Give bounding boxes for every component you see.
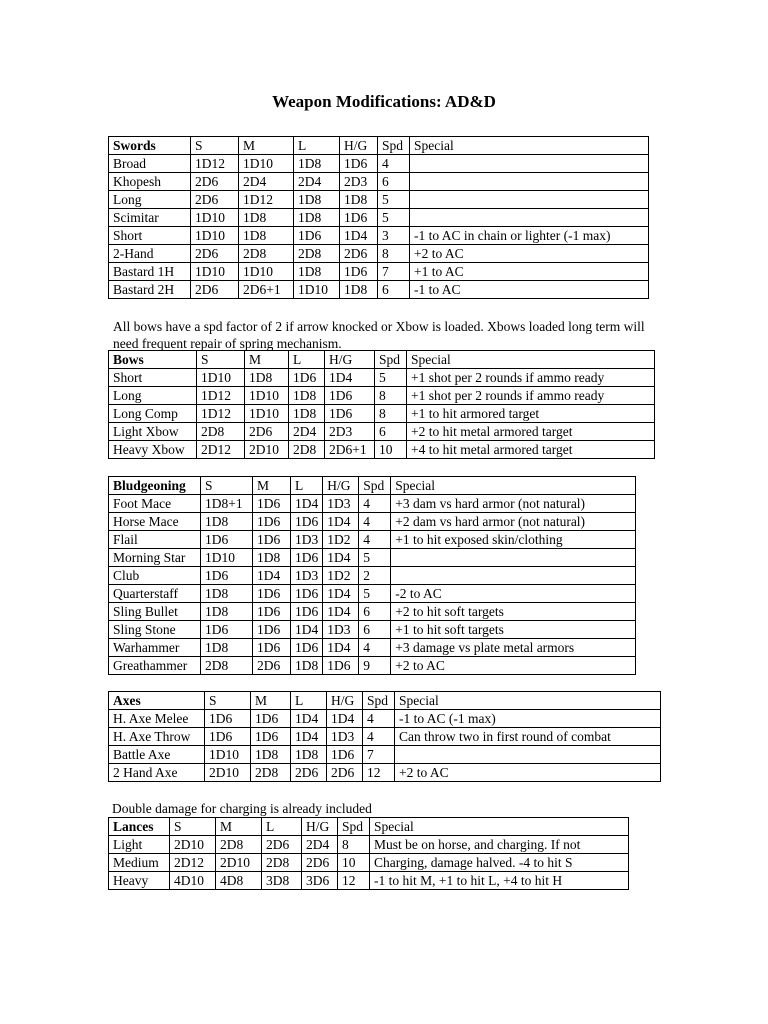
table-cell: 1D12 [197,405,245,423]
table-cell: 1D8 [294,263,340,281]
table-cell: 1D10 [245,387,289,405]
column-header: H/G [302,818,338,836]
table-cell: 1D8 [289,387,325,405]
table-cell: +2 to AC [395,764,661,782]
table-row [109,369,655,387]
column-header: L [291,477,323,495]
column-header: Special [391,477,636,495]
table-cell: 2D6 [191,191,239,209]
table-cell: 1D4 [323,513,359,531]
column-header: S [170,818,216,836]
table-cell: 1D4 [323,585,359,603]
table-cell: 1D3 [327,728,363,746]
table-cell: 1D10 [294,281,340,299]
column-header: S [197,351,245,369]
column-header: H/G [340,137,378,155]
weapon-name-cell: Scimitar [109,209,191,227]
table-cell: 4D8 [216,872,262,890]
table-cell: +1 shot per 2 rounds if ammo ready [407,369,655,387]
table-cell: +2 to hit soft targets [391,603,636,621]
table-cell: 8 [378,245,410,263]
table-cell: 1D10 [205,746,251,764]
table-row [109,567,636,585]
column-header: L [262,818,302,836]
table-row [109,746,661,764]
table-cell: 2D8 [289,441,325,459]
table-cell: 1D10 [239,155,294,173]
table-cell: 4 [359,531,391,549]
table-cell: +1 to hit armored target [407,405,655,423]
table-cell: 1D8 [291,746,327,764]
table-cell: +2 to AC [410,245,649,263]
table-row [109,603,636,621]
bows-note: All bows have a spd factor of 2 if arrow knocked or Xbow is loaded. Xbows loaded long term will need frequent repair of spring mechanism. [113,319,645,350]
table-cell: -1 to AC (-1 max) [395,710,661,728]
table-cell: 9 [359,657,391,675]
column-header: H/G [323,477,359,495]
table-cell: 1D10 [197,369,245,387]
table-cell: 2D12 [197,441,245,459]
table-cell: 1D8 [253,549,291,567]
table-cell: 1D6 [251,710,291,728]
table-row [109,227,649,245]
table-cell: Must be on horse, and charging. If not [370,836,629,854]
column-header: Spd [378,137,410,155]
table-cell: 1D8 [251,746,291,764]
table-row [109,245,649,263]
table-cell: 2D8 [239,245,294,263]
weapon-name-cell: Bastard 1H [109,263,191,281]
table-cell: 1D6 [251,728,291,746]
table-cell: 2D10 [205,764,251,782]
table-cell: 2D4 [302,836,338,854]
table-cell: 1D10 [239,263,294,281]
weapon-name-cell: Morning Star [109,549,201,567]
bows-table [108,350,655,459]
table-cell: +4 to hit metal armored target [407,441,655,459]
table-row [109,423,655,441]
page-title: Weapon Modifications: AD&D [272,92,496,111]
table-cell: +2 to hit metal armored target [407,423,655,441]
weapon-name-cell: H. Axe Melee [109,710,205,728]
column-header: Spd [359,477,391,495]
table-cell: 1D6 [253,513,291,531]
column-header: M [245,351,289,369]
weapon-name-cell: Club [109,567,201,585]
table-cell: 5 [378,191,410,209]
table-cell: 1D6 [340,155,378,173]
table-cell: 7 [378,263,410,281]
table-cell: 2D8 [251,764,291,782]
table-cell: 1D4 [323,549,359,567]
table-cell: 12 [363,764,395,782]
table-cell [395,746,661,764]
table-cell: 2D8 [197,423,245,441]
table-cell: 1D10 [191,263,239,281]
table-cell: 1D6 [291,639,323,657]
table-cell: 2D6 [191,245,239,263]
table-cell: +1 to hit exposed skin/clothing [391,531,636,549]
table-row [109,836,629,854]
table-cell: 2D8 [262,854,302,872]
table-row [109,854,629,872]
weapon-name-cell: Horse Mace [109,513,201,531]
table-cell: 2D8 [201,657,253,675]
swords-header-row [109,137,649,155]
table-cell: 1D8 [201,513,253,531]
weapon-name-cell: 2-Hand [109,245,191,263]
table-cell: 6 [375,423,407,441]
table-cell: 1D10 [245,405,289,423]
table-cell: 4 [363,728,395,746]
table-cell: Charging, damage halved. -4 to hit S [370,854,629,872]
column-header: S [205,692,251,710]
table-cell [410,173,649,191]
table-cell: 1D8 [291,657,323,675]
table-cell: 1D6 [201,621,253,639]
table-cell: 1D8 [201,603,253,621]
table-cell: 2 [359,567,391,585]
table-cell: 1D8 [294,191,340,209]
weapon-name-cell: Sling Bullet [109,603,201,621]
table-cell: 1D6 [325,405,375,423]
table-row [109,513,636,531]
table-cell: 5 [375,369,407,387]
table-cell: 1D3 [323,621,359,639]
table-cell: 1D6 [253,621,291,639]
table-cell: 2D6 [291,764,327,782]
table-cell: 2D6 [245,423,289,441]
table-cell: 1D6 [291,585,323,603]
axes-header-row [109,692,661,710]
table-cell: 2D10 [245,441,289,459]
table-row [109,495,636,513]
table-cell: 1D3 [323,495,359,513]
table-cell: -1 to hit M, +1 to hit L, +4 to hit H [370,872,629,890]
table-cell: 1D6 [253,639,291,657]
table-cell: 3D6 [302,872,338,890]
table-row [109,441,655,459]
table-cell: +2 dam vs hard armor (not natural) [391,513,636,531]
table-cell: 4 [378,155,410,173]
column-header: M [251,692,291,710]
table-cell: 1D6 [327,746,363,764]
table-cell: 2D3 [325,423,375,441]
table-cell: +1 to AC [410,263,649,281]
table-cell: 1D4 [291,728,327,746]
column-header: Spd [363,692,395,710]
table-cell: 2D6 [262,836,302,854]
table-cell: 1D4 [323,603,359,621]
table-cell: 1D8 [340,281,378,299]
column-header: Special [395,692,661,710]
table-cell [410,209,649,227]
table-row [109,639,636,657]
table-row [109,281,649,299]
table-row [109,209,649,227]
table-cell: 1D2 [323,531,359,549]
table-row [109,405,655,423]
table-row [109,191,649,209]
table-cell: 1D6 [325,387,375,405]
table-cell [410,155,649,173]
weapon-name-cell: Long Comp [109,405,197,423]
table-row [109,710,661,728]
table-cell: 4 [359,639,391,657]
table-cell: 6 [359,621,391,639]
table-cell: 1D2 [323,567,359,585]
column-header: Spd [338,818,370,836]
table-cell: 1D8 [294,209,340,227]
weapon-name-cell: Foot Mace [109,495,201,513]
column-header: Bows [109,351,197,369]
table-cell: 1D6 [291,603,323,621]
table-cell: 1D4 [291,710,327,728]
table-cell: 2D12 [170,854,216,872]
table-cell: 1D6 [323,657,359,675]
table-cell: 1D6 [205,728,251,746]
table-row [109,872,629,890]
table-cell: 1D4 [253,567,291,585]
table-row [109,764,661,782]
table-cell: 1D8 [201,585,253,603]
swords-table [108,136,649,299]
table-cell: 2D4 [289,423,325,441]
table-cell: 3 [378,227,410,245]
table-cell: 1D4 [325,369,375,387]
column-header: S [201,477,253,495]
table-cell: 6 [378,281,410,299]
table-cell: 2D6+1 [239,281,294,299]
table-cell: 2D4 [294,173,340,191]
table-cell: 10 [338,854,370,872]
table-cell: 1D3 [291,531,323,549]
weapon-name-cell: Light [109,836,170,854]
column-header: H/G [327,692,363,710]
weapon-name-cell: H. Axe Throw [109,728,205,746]
table-cell: 1D4 [291,621,323,639]
column-header: H/G [325,351,375,369]
table-cell: 3D8 [262,872,302,890]
lances-note: Double damage for charging is already included [112,801,372,816]
table-cell: 2D6 [253,657,291,675]
table-cell: 1D8 [239,227,294,245]
table-cell: Can throw two in first round of combat [395,728,661,746]
lances-header-row [109,818,629,836]
column-header: Swords [109,137,191,155]
table-cell: 1D4 [291,495,323,513]
table-cell: 2D4 [239,173,294,191]
table-row [109,387,655,405]
table-cell: 1D6 [289,369,325,387]
table-cell: 1D8 [294,155,340,173]
table-cell: 4 [359,495,391,513]
table-cell: 1D8 [239,209,294,227]
weapon-name-cell: 2 Hand Axe [109,764,205,782]
table-cell: +2 to AC [391,657,636,675]
weapon-name-cell: Broad [109,155,191,173]
table-cell: 6 [359,603,391,621]
weapon-name-cell: Medium [109,854,170,872]
table-cell: 1D10 [191,209,239,227]
table-cell: -2 to AC [391,585,636,603]
weapon-name-cell: Long [109,387,197,405]
table-cell: 1D4 [340,227,378,245]
table-cell: 1D4 [323,639,359,657]
weapon-name-cell: Long [109,191,191,209]
table-cell: 1D12 [191,155,239,173]
table-cell: 1D6 [294,227,340,245]
table-row [109,657,636,675]
table-cell: 1D3 [291,567,323,585]
table-cell: +3 dam vs hard armor (not natural) [391,495,636,513]
table-row [109,728,661,746]
column-header: S [191,137,239,155]
column-header: M [216,818,262,836]
weapon-name-cell: Heavy Xbow [109,441,197,459]
table-cell: 1D6 [253,531,291,549]
axes-table [108,691,661,782]
table-cell: 1D8 [245,369,289,387]
table-cell: 1D6 [253,585,291,603]
table-cell: 1D6 [205,710,251,728]
table-cell: 2D3 [340,173,378,191]
column-header: M [253,477,291,495]
weapon-name-cell: Flail [109,531,201,549]
table-cell: 2D6 [191,281,239,299]
table-cell: 2D6 [327,764,363,782]
table-cell: 1D8 [340,191,378,209]
bludgeoning-header-row [109,477,636,495]
table-cell: 1D12 [197,387,245,405]
lances-table [108,817,629,890]
column-header: Special [410,137,649,155]
table-cell: 6 [378,173,410,191]
table-cell: 1D10 [191,227,239,245]
table-cell: 1D8 [289,405,325,423]
table-cell: 1D4 [327,710,363,728]
table-cell: 8 [375,387,407,405]
table-cell: 1D8 [201,639,253,657]
column-header: Spd [375,351,407,369]
table-cell: 1D6 [291,549,323,567]
table-cell: 2D6+1 [325,441,375,459]
table-cell [391,567,636,585]
table-cell: 1D6 [201,531,253,549]
table-cell: 7 [363,746,395,764]
table-cell: 1D6 [291,513,323,531]
table-cell: 8 [375,405,407,423]
column-header: Special [370,818,629,836]
table-cell: 10 [375,441,407,459]
table-cell: 4 [363,710,395,728]
table-cell: 2D8 [294,245,340,263]
weapon-name-cell: Battle Axe [109,746,205,764]
column-header: Special [407,351,655,369]
table-row [109,549,636,567]
weapon-name-cell: Greathammer [109,657,201,675]
table-cell: 2D8 [216,836,262,854]
table-cell: 1D8+1 [201,495,253,513]
table-cell: 2D10 [170,836,216,854]
weapon-name-cell: Short [109,227,191,245]
table-cell: 5 [359,585,391,603]
bows-header-row [109,351,655,369]
table-cell: 1D6 [253,495,291,513]
table-cell: 4 [359,513,391,531]
weapon-name-cell: Khopesh [109,173,191,191]
weapon-name-cell: Quarterstaff [109,585,201,603]
column-header: L [294,137,340,155]
weapon-name-cell: Sling Stone [109,621,201,639]
table-cell: 1D6 [340,209,378,227]
table-cell: 4D10 [170,872,216,890]
table-cell [410,191,649,209]
column-header: Bludgeoning [109,477,201,495]
column-header: Lances [109,818,170,836]
table-row [109,155,649,173]
table-row [109,263,649,281]
column-header: L [289,351,325,369]
table-row [109,621,636,639]
table-cell: 1D6 [253,603,291,621]
table-cell: -1 to AC [410,281,649,299]
bludgeoning-table [108,476,636,675]
weapon-name-cell: Warhammer [109,639,201,657]
weapon-name-cell: Heavy [109,872,170,890]
table-row [109,173,649,191]
table-cell: 1D6 [340,263,378,281]
weapon-name-cell: Short [109,369,197,387]
column-header: L [291,692,327,710]
table-cell [391,549,636,567]
column-header: M [239,137,294,155]
table-cell: 2D10 [216,854,262,872]
table-cell: 2D6 [340,245,378,263]
table-cell: 8 [338,836,370,854]
table-cell: 5 [359,549,391,567]
weapon-name-cell: Bastard 2H [109,281,191,299]
table-cell: 1D12 [239,191,294,209]
table-cell: +3 damage vs plate metal armors [391,639,636,657]
table-cell: 2D6 [191,173,239,191]
table-cell: 1D6 [201,567,253,585]
table-cell: 2D6 [302,854,338,872]
table-cell: -1 to AC in chain or lighter (-1 max) [410,227,649,245]
table-cell: 5 [378,209,410,227]
table-cell: +1 to hit soft targets [391,621,636,639]
weapon-name-cell: Light Xbow [109,423,197,441]
table-row [109,531,636,549]
table-cell: +1 shot per 2 rounds if ammo ready [407,387,655,405]
column-header: Axes [109,692,205,710]
table-cell: 1D10 [201,549,253,567]
table-row [109,585,636,603]
table-cell: 12 [338,872,370,890]
